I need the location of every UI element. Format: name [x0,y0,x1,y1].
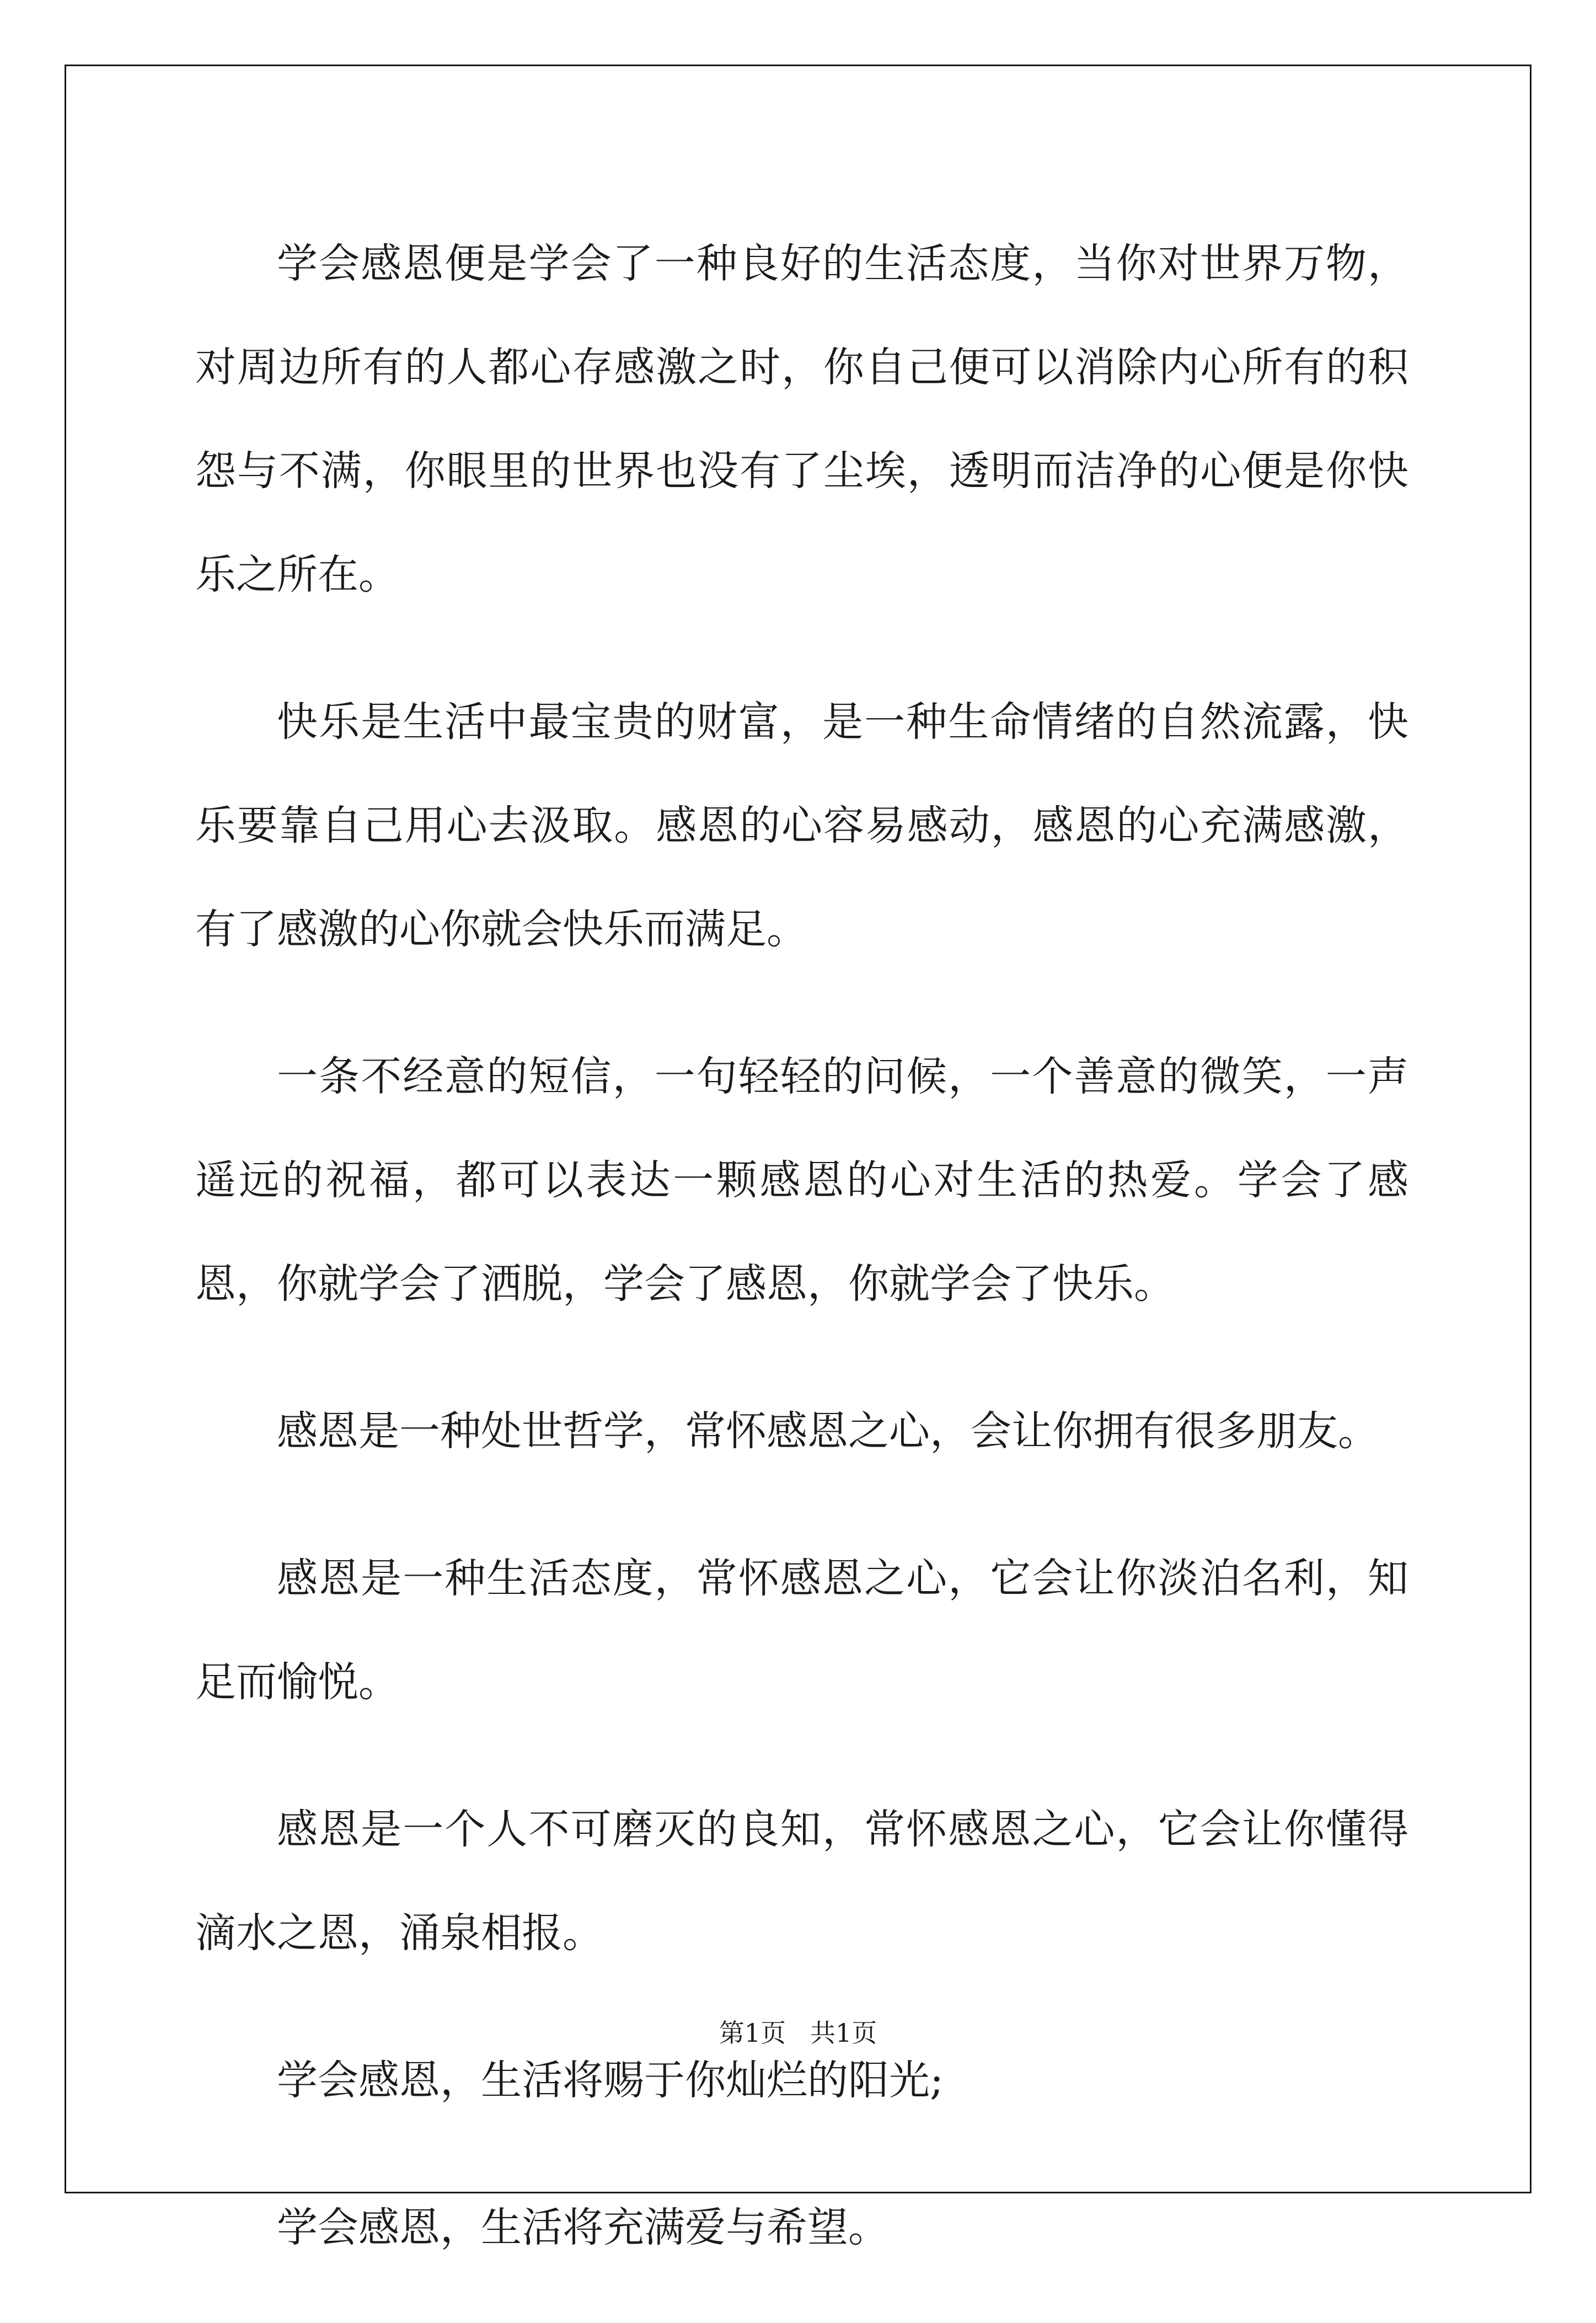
paragraph-6: 感恩是一个人不可磨灭的良知，常怀感恩之心，它会让你懂得滴水之恩，涌泉相报。 [195,1806,1408,1957]
page-footer [0,2013,1596,2049]
paragraph-5: 感恩是一种生活态度，常怀感恩之心，它会让你淡泊名利，知足而愉悦。 [195,1555,1408,1706]
paragraph-3: 一条不经意的短信，一句轻轻的问候，一个善意的微笑，一声遥远的祝福，都可以表达一颗感恩的心对生活的热爱。学会了感恩，你就学会了洒脱，学会了感恩，你就学会了快乐。 [195,1053,1408,1308]
page-number: 第1页 [719,2018,786,2048]
paragraph-4: 感恩是一种处世哲学，常怀感恩之心，会让你拥有很多朋友。 [277,1407,1379,1455]
paragraph-1: 学会感恩便是学会了一种良好的生活态度，当你对世界万物，对周边所有的人都心存感激之时，你自己便可以消除内心所有的积怨与不满，你眼里的世界也没有了尘埃，透明而洁净的心便是你快乐之所在。 [195,240,1408,598]
paragraph-8: 学会感恩，生活将充满爱与希望。 [277,2204,889,2251]
paragraph-7: 学会感恩，生活将赐于你灿烂的阳光; [277,2057,944,2104]
page-total: 共1页 [810,2018,877,2048]
document-body [195,212,1408,2323]
paragraph-2: 快乐是生活中最宝贵的财富，是一种生命情绪的自然流露，快乐要靠自己用心去汲取。感恩的心容易感动，感恩的心充满感激，有了感激的心你就会快乐而满足。 [195,698,1408,953]
